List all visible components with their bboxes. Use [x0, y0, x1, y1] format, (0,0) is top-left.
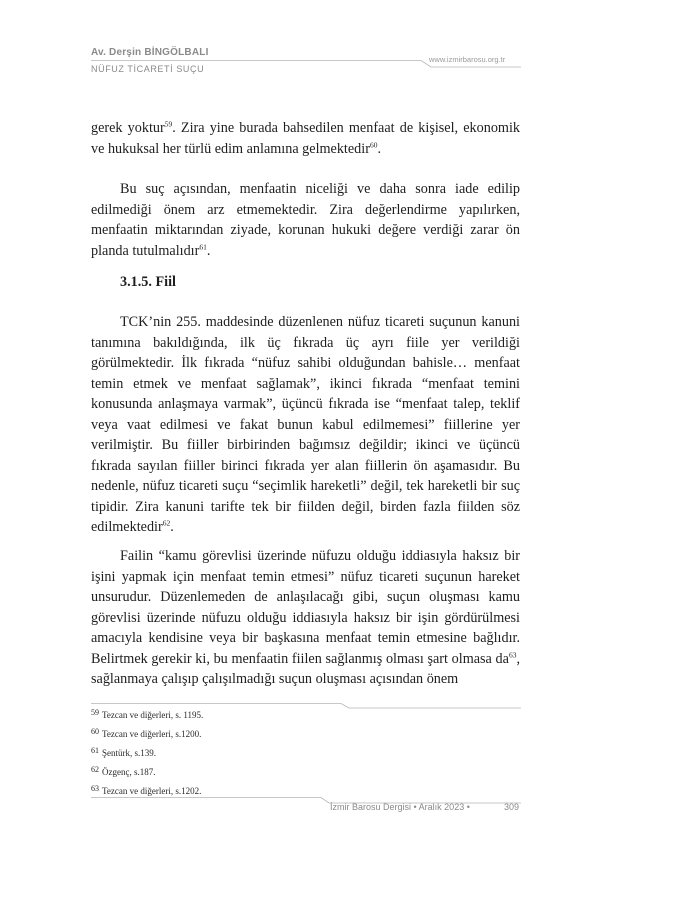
paragraph-1: gerek yoktur$^{59}$. Zira yine burada bahsedilen menfaat de kişisel, ekonomik ve hukuksal her türlü edim anlamına gelmektedir$^{60}$.: [91, 119, 520, 157]
footnote-ref-60: 60: [369, 139, 378, 149]
footnote-ref-61: 61: [199, 241, 207, 251]
footnote-59: $^{59}$ Tezcan ve diğerleri, s. 1195.: [91, 708, 204, 720]
footnote-ref-63: 63: [508, 649, 517, 659]
footnote-61: $^{61}$ Şentürk, s.139.: [91, 746, 156, 758]
paragraph-3: TCK’nin 255. maddesinde düzenlenen nüfuz ticareti suçunun kanuni tanımına bakıldığında, ilk üç fıkrada üç ayrı fiile yer verildiği görülmektedir. İlk fıkrada “nüfuz sahibi olduğundan bahisle… menfaat temin etmek ve menfaat sağlamak”, ikinci fıkrada “menfaat temini konusunda anlaşmaya varmak”, üçüncü fıkrada ise “menfaat talep, teklif veya vaat edilmesi ve fakat bunun kabul edilmemesi” fiillerine yer verilmiştir. Bu fiiller birbirinden bağımsız değildir; ikinci ve üçüncü fıkrada sayılan fiiller birinci fıkrada yer alan fiillerin ön aşamasıdır. Bu nedenle, nüfuz ticareti suçu “seçimlik hareketli” değil, tek hareketli bir suç tipidir. Zira kanuni tarifte tek bir fiilden değil, birden fazla fiilden söz edilmektedir$^{62}$.: [91, 314, 520, 535]
section-heading: 3.1.5. Fiil: [120, 274, 176, 290]
header-rule: [91, 60, 521, 76]
page-number: 309: [504, 802, 520, 812]
footnote-62: $^{62}$ Özgenç, s.187.: [91, 765, 156, 777]
footnote-ref-62: 62: [162, 518, 171, 528]
footnote-ref-59: 59: [164, 119, 173, 129]
running-header-title: NÜFUZ TİCARETİ SUÇU: [91, 64, 205, 74]
footer-journal: İzmir Barosu Dergisi • Aralık 2023 •: [330, 802, 470, 812]
footnote-63: $^{63}$ Tezcan ve diğerleri, s.1202.: [91, 784, 202, 796]
footnote-60: $^{60}$ Tezcan ve diğerleri, s.1200.: [91, 727, 202, 739]
paragraph-2: Bu suç açısından, menfaatin niceliği ve daha sonra iade edilip edilmediği önem arz etmemektedir. Zira değerlendirme yapılırken, menfaatin miktarından ziyade, korunan hukuki değere verdiği zarar ön planda tutulmalıdır$^{61}$.: [91, 181, 520, 259]
header-url: www.izmirbarosu.org.tr: [429, 55, 506, 64]
running-header-author: Av. Derşin BİNGÖLBALI: [91, 47, 209, 58]
paragraph-4: Failin “kamu görevlisi üzerinde nüfuzu olduğu iddiasıyla haksız bir işini yapmak için menfaat temin etmesi” nüfuz ticareti suçunun hareket unsurudur. Düzenlemeden de anlaşılacağı gibi, suçun oluşması kamu görevlisi üzerinde nüfuzu olduğu iddiasıyla haksız bir işin gördürülmesi amacıyla kendisine veya bir başkasına menfaat temin etmesine bağlıdır. Belirtmek gerekir ki, bu menfaatin fiilen sağlanmış olması şart olmasa $da^{63}$, sağlanmaya çalışıp çalışılmadığı suçun oluşması açısından önem: [91, 548, 520, 687]
